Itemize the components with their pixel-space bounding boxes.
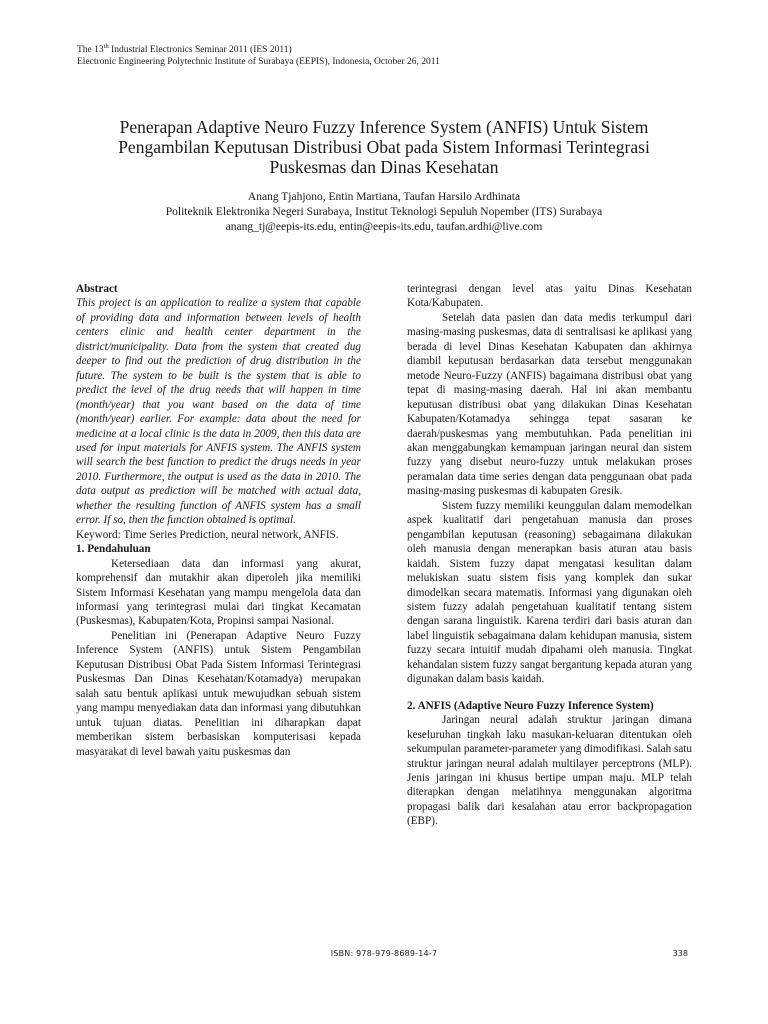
section-1-paragraph-2: Penelitian ini (Penerapan Adaptive Neuro Fuzzy Inference System (ANFIS) untuk Sistem Pengambilan Keputusan Distribusi Obat Pada Sistem Informasi Terintegrasi Puskesmas Dan Dinas Kesehatan/Kotamadya) merupakan salah satu bentuk aplikasi untuk mewujudkan sebuah sistem yang mampu menyediakan data dan informasi yang dibutuhkan untuk tujuan diatas. Penelitian ini diharapkan dapat memberikan sistem berbasiskan komputerisasi kepada masyarakat di level bawah yaitu puskesmas dan: [76, 629, 361, 758]
author-block: [80, 190, 688, 235]
header-line-1: The 13th Industrial Electronics Seminar 2011 (IES 2011): [77, 42, 292, 55]
section-1-paragraph-3: Setelah data pasien dan data medis terkumpul dari masing-masing puskesmas, data di sentralisasi ke aplikasi yang berada di level Dinas Kesehatan Kabupaten dan akhirnya diambil keputusan berdasarkan data tersebut menggunakan metode Neuro-Fuzzy (ANFIS) bagaimana distribusi obat yang tepat di masing-masing daerah. Hal ini akan membantu keputusan distribusi obat yang dilakukan Dinas Kesehatan Kabupaten/Kotamadya sehingga tepat sasaran ke daerah/puskesmas yang membutuhkan. Pada penelitian ini akan menggabungkan kemampuan jaringan neural dan sistem fuzzy yang disebut neuro-fuzzy untuk melakukan proses peramalan data time series dengan data penggunaan obat pada masing-masing puskesmas di kabupaten Gresik.: [407, 311, 692, 498]
author-names: Anang Tjahjono, Entin Martiana, Taufan Harsilo Ardhinata: [247, 191, 521, 203]
author-affiliation: Politeknik Elektronika Negeri Surabaya, Institut Teknologi Sepuluh Nopember (ITS) Surabaya: [165, 206, 603, 218]
section-1-heading: 1. Pendahuluan: [76, 543, 151, 556]
right-column: [407, 282, 692, 829]
footer-isbn: ISBN: 978-979-8689-14-7: [330, 949, 438, 958]
left-column: [76, 282, 361, 759]
abstract-text: This project is an application to realize a system that capable of providing data and information between levels of health centers clinic and health center department in the district/municipality. Data from the system that created dug deeper to find out the prediction of drug distribution in the future. The system to be built is the system that is able to predict the level of the drug needs that will happen in time (month/year) that you want based on the data of time (month/year) earlier. For example: data about the need for medicine at a local clinic is the data in 2009, then this data are used for input materials for ANFIS system. The ANFIS system will search the best function to predict the drugs needs in year 2010. Furthermore, the output is used as the data in 2010. The data output as prediction will be matched with actual data, whether the resulting function of ANFIS system has a small error. If so, then the function obtained is optimal.: [76, 297, 361, 527]
conference-header: [77, 44, 440, 68]
keywords: Keyword: Time Series Prediction, neural network, ANFIS.: [76, 528, 339, 541]
header-line-2: Electronic Engineering Polytechnic Institute of Surabaya (EEPIS), Indonesia, October 26, 2011: [77, 57, 440, 67]
section-2-heading: 2. ANFIS (Adaptive Neuro Fuzzy Inference System): [407, 699, 654, 712]
abstract-heading: Abstract: [76, 283, 118, 295]
section-1-paragraph-4: Sistem fuzzy memiliki keunggulan dalam memodelkan aspek kualitatif dari pengetahuan manusia dan proses pengambilan keputusan (reasoning) sebagaimana dilakukan oleh manusia dengan menerapkan basis aturan atau basis kaidah. Sistem fuzzy dapat mengatasi kesulitan dalam melukiskan suatu sistem fisis yang komplek dan sukar dimodelkan secara matematis. Informasi yang digunakan oleh sistem fuzzy adalah pengetahuan kualitatif tentang sistem dengan sarana linguistik. Karena terdiri dari basis aturan dan label linguistik sebagaimana dalam kehidupan manusia, sistem fuzzy secara intuitif mudah dipahami oleh manusia. Tingkat kehandalan sistem fuzzy sangat bergantung kepada aturan yang digunakan dalam basis kaidah.: [407, 499, 692, 686]
section-1-paragraph-2-continued: terintegrasi dengan level atas yaitu Dinas Kesehatan Kota/Kabupaten.: [407, 283, 692, 310]
author-emails: anang_tj@eepis-its.edu, entin@eepis-its.edu, taufan.ardhi@live.com: [225, 221, 543, 233]
section-2-paragraph-1: Jaringan neural adalah struktur jaringan dimana keseluruhan tingkah laku masukan-keluaran ditentukan oleh sekumpulan parameter-parameter yang dimodifikasi. Salah satu struktur jaringan neural adalah multilayer perceptrons (MLP). Jenis jaringan ini khusus bertipe umpan maju. MLP telah diterapkan dengan melatihnya menggunakan algoritma propagasi balik dari kesalahan atau error backpropagation (EBP).: [407, 714, 692, 828]
title-line-1: Penerapan Adaptive Neuro Fuzzy Inference System (ANFIS) Untuk Sistem: [119, 117, 649, 137]
paper-title: [80, 117, 688, 177]
page-number: 338: [672, 949, 688, 958]
title-line-2: Pengambilan Keputusan Distribusi Obat pada Sistem Informasi Terintegrasi: [118, 137, 650, 157]
title-line-3: Puskesmas dan Dinas Kesehatan: [269, 157, 499, 177]
section-1-paragraph-1: Ketersediaan data dan informasi yang akurat, komprehensif dan mutakhir akan diperoleh jika memiliki Sistem Informasi Kesehatan yang mampu mengelola data dan informasi yang terintegrasi mulai dari tingkat Kecamatan (Puskesmas), Kabupaten/Kota, Propinsi sampai Nasional.: [76, 557, 361, 628]
